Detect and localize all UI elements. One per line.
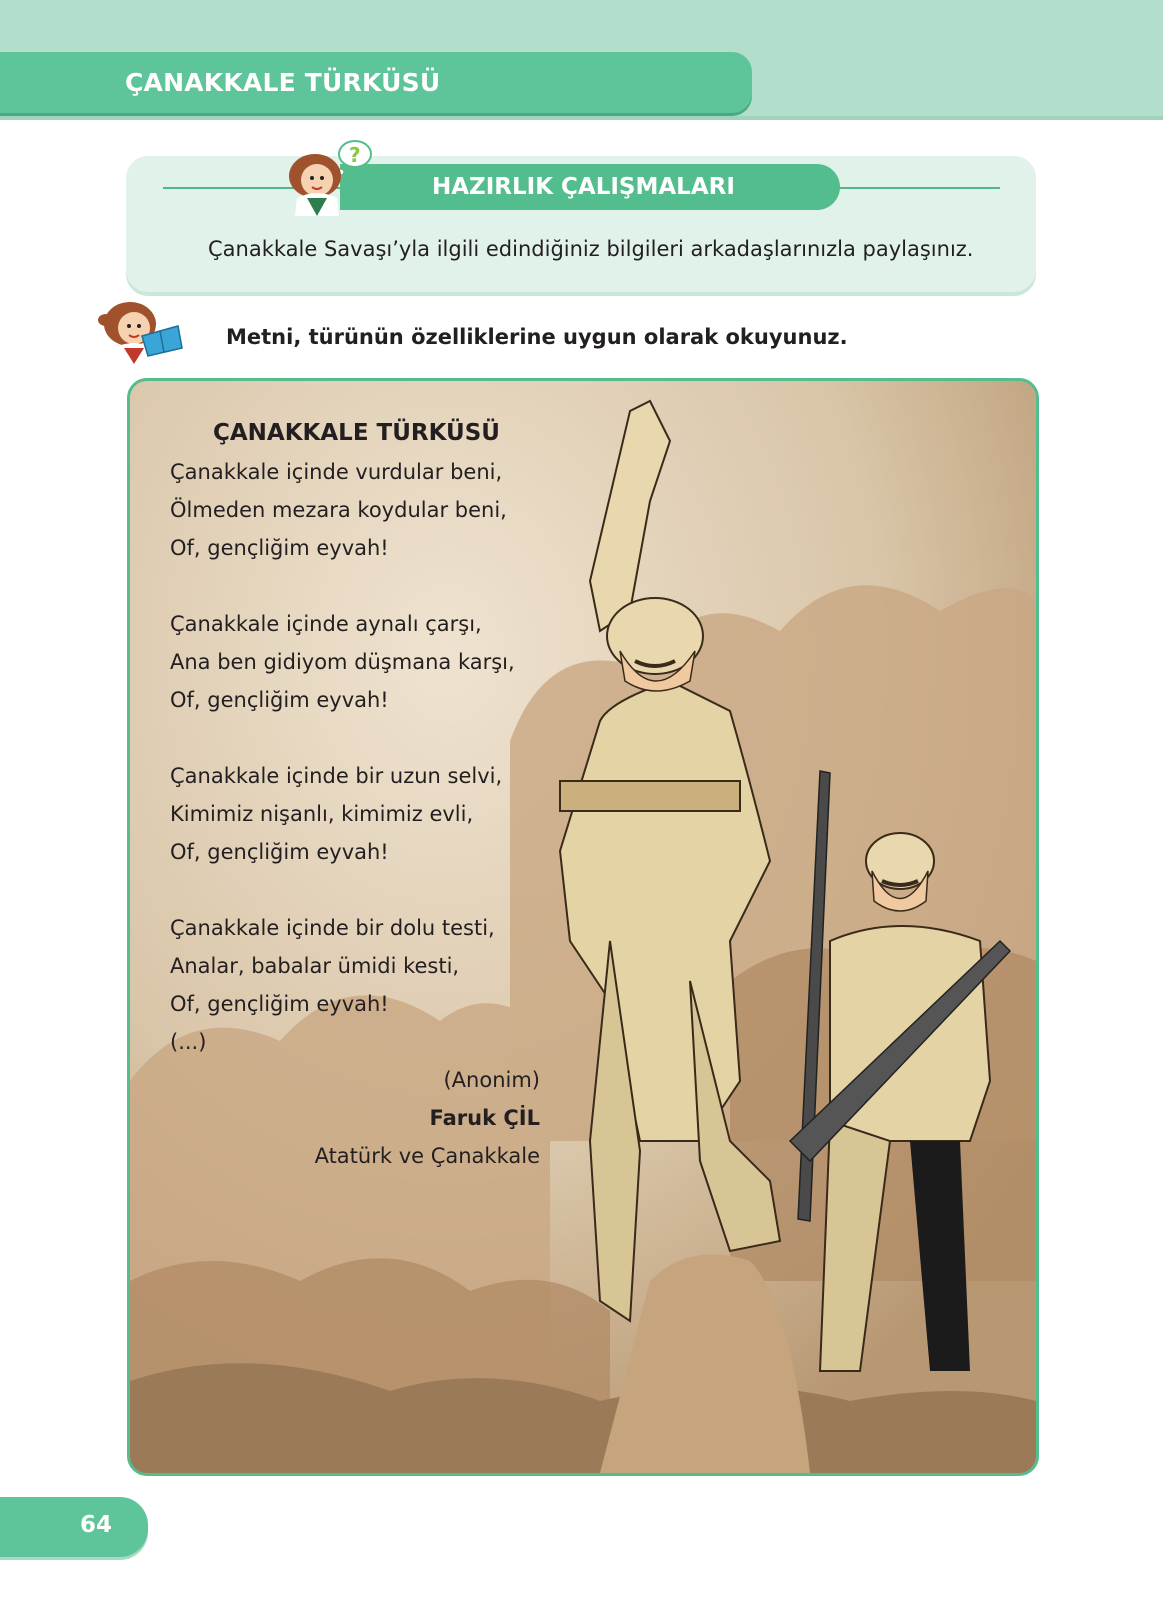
poem-line: Çanakkale içinde vurdular beni, [170,460,503,484]
poem-line: Kimimiz nişanlı, kimimiz evli, [170,802,474,826]
chapter-title-tab [0,52,752,113]
poem-title: ÇANAKKALE TÜRKÜSÜ [213,420,500,446]
reading-girl-mascot-icon [98,296,186,364]
preparation-title: HAZIRLIK ÇALIŞMALARI [432,174,735,200]
poem-stanza-1 [170,453,550,567]
poem-line: Çanakkale içinde bir uzun selvi, [170,764,503,788]
page-number-tab [0,1497,148,1557]
poem-stanza-4 [170,909,550,1061]
poem-book: Atatürk ve Çanakkale [314,1144,540,1168]
poem-line: Of, gençliğim eyvah! [170,536,389,560]
poem-panel [127,378,1039,1476]
poem-line: Analar, babalar ümidi kesti, [170,954,460,978]
poem-ellipsis: (...) [170,1030,207,1054]
preparation-line-right [830,187,1000,189]
poem-text [170,413,550,1175]
chapter-title: ÇANAKKALE TÜRKÜSÜ [125,68,441,97]
page-number: 64 [80,1512,113,1538]
poem-stanza-2 [170,605,550,719]
poem-stanza-3 [170,757,550,871]
poem-line: Of, gençliğim eyvah! [170,992,389,1016]
poem-line: Çanakkale içinde bir dolu testi, [170,916,495,940]
reading-instruction: Metni, türünün özelliklerine uygun olarak okuyunuz. [226,325,848,349]
poem-line: Of, gençliğim eyvah! [170,840,389,864]
poem-author: Faruk ÇİL [429,1106,540,1130]
thinking-girl-mascot-icon [283,136,373,216]
poem-source: (Anonim) [443,1068,540,1092]
poem-line: Of, gençliğim eyvah! [170,688,389,712]
question-mark: ? [349,143,361,167]
preparation-title-tab [340,164,840,210]
poem-line: Çanakkale içinde aynalı çarşı, [170,612,482,636]
top-band-divider [0,116,1163,120]
poem-line: Ana ben gidiyom düşmana karşı, [170,650,515,674]
poem-line: Ölmeden mezara koydular beni, [170,498,507,522]
preparation-text: Çanakkale Savaşı’yla ilgili edindiğiniz bilgileri arkadaşlarınızla paylaşınız. [208,237,974,261]
